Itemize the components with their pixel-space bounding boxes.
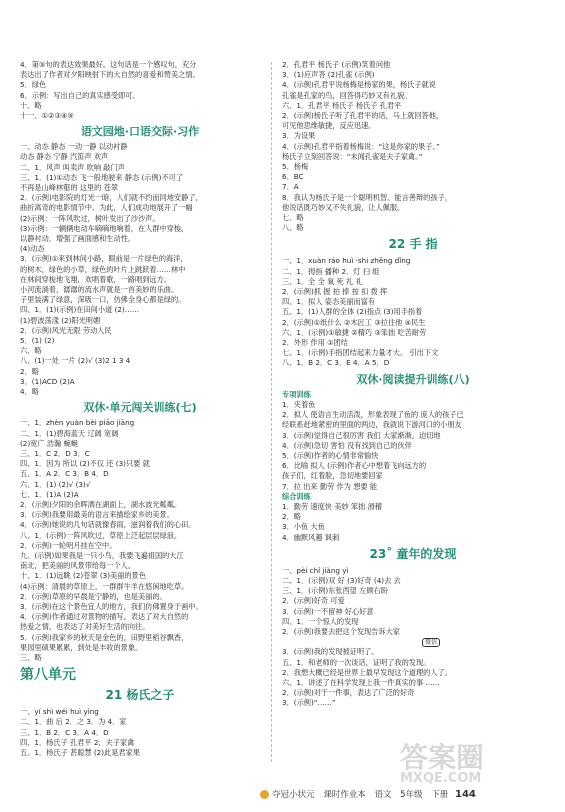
answer-line: 5．(1) (2) — [20, 336, 55, 346]
answer-line: 5．杨梅 — [282, 162, 309, 172]
subsection-label: 专项训练 — [282, 389, 311, 399]
answer-line: 3．为设果 — [282, 131, 316, 141]
answer-line: 3．小鱼 大鱼 — [282, 522, 325, 532]
answer-line: 6．比喻 拟人 (示例)作者心中想着飞向远方的 — [282, 461, 427, 471]
answer-line: 以静衬动，增强了画面感和生动性。 — [20, 234, 136, 244]
answer-line: 六、1．(1) (2)√ (3)√ — [20, 479, 91, 489]
answer-line: 可见他思维敏捷，反应迅速。 — [282, 121, 376, 131]
answer-line: (4)动态 — [20, 244, 45, 254]
answer-line: 5．(示例)我家乡的秋天是金色的，田野里稻谷飘香， — [20, 632, 189, 642]
answer-line: (1)碧波荡漾 (2)阳光明媚 — [20, 315, 101, 325]
answer-line: 六、1．(示例)①敏捷 ②精巧 ③笨拙 吃苦耐劳 — [282, 327, 427, 337]
stamp-mark: 微信 — [422, 638, 440, 647]
answer-line: 3．(1)应声答 (2)孔雀 (示例) — [282, 70, 375, 80]
answer-line: 2．(示例)风光无限 劳动人民 — [20, 325, 112, 335]
answer-line: 三、略 — [20, 652, 42, 662]
section-heading: 双休·单元闯关训练(七) — [83, 401, 197, 415]
lesson-title: 23˚ 童年的发现 — [369, 546, 457, 561]
answer-line: 三、1．B 2．C 3．A 4．D — [20, 727, 109, 737]
answer-line: 二、1．曲 后 2．之 3．为 4．家 — [20, 717, 127, 727]
stamp-line — [282, 637, 544, 647]
right-column — [282, 60, 544, 709]
answer-line: 1．夹着鱼 — [282, 399, 316, 409]
answer-line: 2．(示例)草原的早晨是宁静的，也是美丽的。 — [20, 591, 167, 601]
answer-line: (4)示例：清晨的草原上，一群群牛羊在悠闲地吃草。 — [20, 581, 189, 591]
answer-line: 3．(1)ACD (2)A — [20, 376, 75, 386]
answer-line: 经联系赶地紧密的里面的两边，我就说下游河口的小朋友 — [282, 420, 462, 430]
answer-line: 他说话既巧妙又不失礼貌，让人佩服。 — [282, 202, 405, 212]
footer-volume: 下册 — [431, 790, 449, 800]
answer-line: 4．(示例)作者通过对景物的描写，表达了对大自然的 — [20, 612, 189, 622]
answer-line: 5．绿色 — [20, 80, 47, 90]
answer-line: 四、1．一个惊人的发现 — [282, 616, 359, 626]
watermark-url: MXQE.COM — [400, 771, 482, 786]
answer-line: 孩子们，红着脸，急切地要回家 — [282, 471, 383, 481]
answer-line: (2)宽广 浩瀚 蜿蜒 — [20, 438, 78, 448]
answer-line: 一、1．zhèn yuàn bèi piāo jiāng — [20, 418, 135, 428]
answer-line: 3．(示例)我要用最美的语言来描绘家乡的美景。 — [20, 510, 174, 520]
answer-line: 四、1．(1)(示例)在田间小道 (2)…… — [20, 305, 140, 315]
answer-line: 四、1．杨氏子 孔君平 2．夫子家禽 — [20, 737, 135, 747]
answer-line: 八、(1)一处 一片 (2)√ (3)2 1 3 4 — [20, 356, 131, 366]
answer-line: 动态 静态 宁静 汽笛声 欢声 — [20, 152, 109, 162]
footer-grade: 5年级 — [400, 790, 423, 800]
answer-line: 2．我想大概已经是世界上最早发现这个道理的人了。 — [282, 667, 452, 677]
answer-line: 七、1．(1)A (2)A — [20, 489, 79, 499]
answer-line: 六、1．孔君平 杨氏子 杨氏子 孔君平 — [282, 100, 402, 110]
answer-line: 4．第⑤句的表达效果最好。这句话是一个感叹句，充分 — [20, 60, 197, 69]
answer-line: 不再是山峰林壑的 这里的 苍翠 — [20, 183, 119, 193]
answer-line: 杨氏子立刻回答说：“未闻孔雀是夫子家禽。” — [282, 151, 423, 161]
answer-line: 三、1．C 2．D 3．C — [20, 448, 90, 458]
answer-line: 2．外形 作用 ①团结 — [282, 338, 348, 348]
answer-line: 五、1．(1)人群的全体 (2)指点 (3)用手指着 — [282, 307, 423, 317]
answer-line: 3．(示例)觉得自己很厉害 我们 大家渐渐，迫切地 — [282, 430, 441, 440]
answer-line: 八、1．B 2．C 3．E 4．A 5．D — [282, 358, 390, 368]
answer-line: 十、1．(1)远眺 (2)苍翠 (3)美丽的景色 — [20, 571, 146, 581]
answer-line: 2．(示例)杨氏子听了孔君平的话，马上就回答他， — [282, 111, 444, 121]
answer-line: 4．略 — [20, 387, 39, 397]
answer-line: 八、1．(示例)一阵风吹过，草原上泛起层层绿浪。 — [20, 530, 182, 540]
answer-line: 南北，把美丽的风景带给每一个人。 — [20, 561, 136, 571]
unit-title: 第八单元 — [20, 667, 76, 684]
answer-line: 7．拉 出来 勤劳 作为 想要 能 — [282, 481, 378, 491]
page-number: 144 — [455, 789, 476, 800]
answer-line: 二、1．(1)碧海蓝天 辽阔 宽阔 — [20, 428, 119, 438]
answer-line: 3．(示例)“……” — [282, 698, 336, 708]
answer-line: 2．略 — [20, 366, 39, 376]
left-column — [20, 60, 260, 758]
answer-line: 子里装满了绿意，深吸一口，仿佛全身心都是绿的。 — [20, 295, 186, 305]
answer-line: 果园里硕果累累，到处是丰收的景象。 — [20, 642, 143, 652]
answer-line: 十一、①②③④⑤ — [20, 111, 74, 121]
page-footer — [260, 788, 520, 800]
answer-line: 3．(示例)在这个景色宜人的地方，我们仿佛置身于画中。 — [20, 601, 203, 611]
answer-line: 七、1．(示例)手指团结起来力量才大。 引出下文 — [282, 348, 439, 358]
answer-line: 五、1．A 2．C 3．B 4．D — [20, 469, 109, 479]
answer-line: 2．(示例)我要去把这个发现告诉大家 — [282, 626, 400, 636]
answer-line: 4．幽默风趣 讽刺 — [282, 532, 340, 542]
answer-line: 3．(示例)我的发现被证明了。 — [282, 647, 379, 657]
answer-line: 6．示例：写出自己的真实感受即可。 — [20, 90, 140, 100]
answer-line: 在林间穿梭地飞翔，欢唱着歌，一路唱到远方。 — [20, 274, 171, 284]
answer-line: 3．(示例)一不留神 好心好意 — [282, 606, 374, 616]
answer-line: 四、1．拟人 姿态美丽而富有 — [282, 297, 376, 307]
answer-line: 4．(示例)她说的几句话就像春雨，滋润着我们的心田。 — [20, 520, 196, 530]
footer-book: 课时作业本 — [323, 790, 366, 800]
answer-line: 九、(示例)如果我是一只小鸟，我要飞遍祖国的大江 — [20, 550, 184, 560]
answer-line: 三、1．全 全 氧 死 礼 礼 — [282, 276, 363, 286]
answer-line: 二、1．拇指 播种 2．灯 扫 组 — [282, 266, 380, 276]
answer-line: 一、1．xuàn ráo huì ·shi zhēng dǐng — [282, 256, 411, 266]
answer-line: 2．拟人 使语言生动活泼，形象表现了鱼的 庞人的孩子已 — [282, 410, 464, 420]
answer-line: 7．A — [282, 182, 299, 192]
answer-line: 的树木，绿色的小草，绿色的叶片上跳跃着……林中 — [20, 264, 186, 274]
answer-line: 二、1．(示例)双 好 (3)好奇 (4)去 去 — [282, 575, 401, 585]
answer-line: 十、略 — [20, 100, 42, 110]
answer-line: 2．(示例)①纸什么 ②木匠工 ③拉住他 ④民生 — [282, 317, 426, 327]
answer-line: 表达出了作者对夕阳映射下的大自然的喜爱和赞美之情。 — [20, 70, 200, 80]
answer-line: 孔雀是孔家的鸟，回答得巧妙又有礼貌。 — [282, 90, 412, 100]
answer-line: 4．(示例)孔君平指着杨梅说：“这是你家的果子。” — [282, 141, 440, 151]
answer-line: 2．(示例)对于一件事，表达了广泛的好奇 — [282, 688, 415, 698]
answer-line: 3．(示例)①来到林间小路，眼前是一片绿色的海洋， — [20, 254, 188, 264]
section-heading: 语文园地·口语交际·习作 — [80, 125, 200, 139]
answer-line: 八、略 — [282, 223, 304, 233]
answer-line: 一、yí shì wéi huì yìng — [20, 707, 99, 717]
answer-line: (2)示例：一阵风吹过，树叶发出了沙沙声。 — [20, 213, 160, 223]
watermark-text: 答案圈 — [400, 741, 485, 774]
answer-line: 热爱之情，也表达了对美好生活的向往。 — [20, 622, 150, 632]
answer-line: 一、pèi chǐ jiàng yì — [282, 565, 349, 575]
column-divider — [271, 62, 272, 762]
section-heading: 双休·阅读提升训练(八) — [356, 372, 470, 386]
lesson-title: 22 手 指 — [388, 237, 438, 252]
answer-line: 2．(示例)一轮明月挂在空中。 — [20, 540, 117, 550]
answer-line: 六、略 — [20, 346, 42, 356]
answer-line: 4．(示例)孔君平说杨梅是杨家的果，杨氏子就说 — [282, 80, 436, 90]
answer-line: 三、1．(1)①动态 飞一般地驶来 静态 (示例)不可了 — [20, 172, 184, 182]
answer-line: 六、1．讲述了在科学发现上我一件真实的事 …… — [282, 677, 440, 687]
answer-line: 2．孔君平 杨氏子 (示例)笑着问他 — [282, 60, 391, 69]
answer-line: (3)示例：一辆辆电动车嘀嘀地响着，在人群中穿梭， — [20, 223, 189, 233]
answer-line: 五、1．杨氏子 甚聪慧 (2)此是君家果 — [20, 747, 140, 757]
subsection-label: 综合训练 — [282, 491, 311, 501]
answer-line: 曲折离奇的电影情节中。为此，人们成功地展开了一幅 — [20, 203, 193, 213]
answer-line: 1．勤劳 速度快 美妙 笨拙 滑稽 — [282, 501, 382, 511]
answer-line: 七、略 — [282, 213, 304, 223]
answer-line: 2．略 — [282, 512, 301, 522]
footer-subject: 语文 — [374, 790, 392, 800]
answer-line: 2．(示例)好奇 可爱 — [282, 596, 345, 606]
brand-flower-icon — [260, 790, 269, 799]
footer-brand: 夺冠小状元 — [272, 790, 315, 800]
answer-line: 5．(示例)作者的心情非常愉快 — [282, 450, 379, 460]
answer-line: 2．(示例)夕阳的余晖洒在湖面上，湖水波光粼粼。 — [20, 499, 182, 509]
answer-line: 二、1．风声 叫卖声 吹响 敲门声 — [20, 162, 125, 172]
answer-line: 2．(示例)电影院的灯光一暗，人们就不约而同地安静了， — [20, 193, 203, 203]
lesson-title: 21 杨氏之子 — [105, 688, 175, 703]
answer-line: 四、1．因为 所以 (2)不仅 还 (3)只要 就 — [20, 459, 150, 469]
answer-line: 小河流淌着，潺潺的流水声就是一首美妙的乐曲。 — [20, 285, 179, 295]
answer-line: 6．BC — [282, 172, 304, 182]
answer-line: 2．(示例)抓 握 拍 捧 按 扣 拨 挥 — [282, 287, 388, 297]
answer-line: 五、1．和老师的一次谈话，证明了我的发现。 — [282, 657, 431, 667]
answer-line: 4．(示例)急切 害怕 没有找到自己的伙伴 — [282, 440, 412, 450]
answer-line: 三、1．(示例)东张西望 左顾右盼 — [282, 586, 388, 596]
answer-line: 8．我认为杨氏子是一个聪明机智、能言善辩的孩子， — [282, 192, 452, 202]
answer-line: 一、动态 静态 一动一静 以动衬静 — [20, 142, 128, 152]
